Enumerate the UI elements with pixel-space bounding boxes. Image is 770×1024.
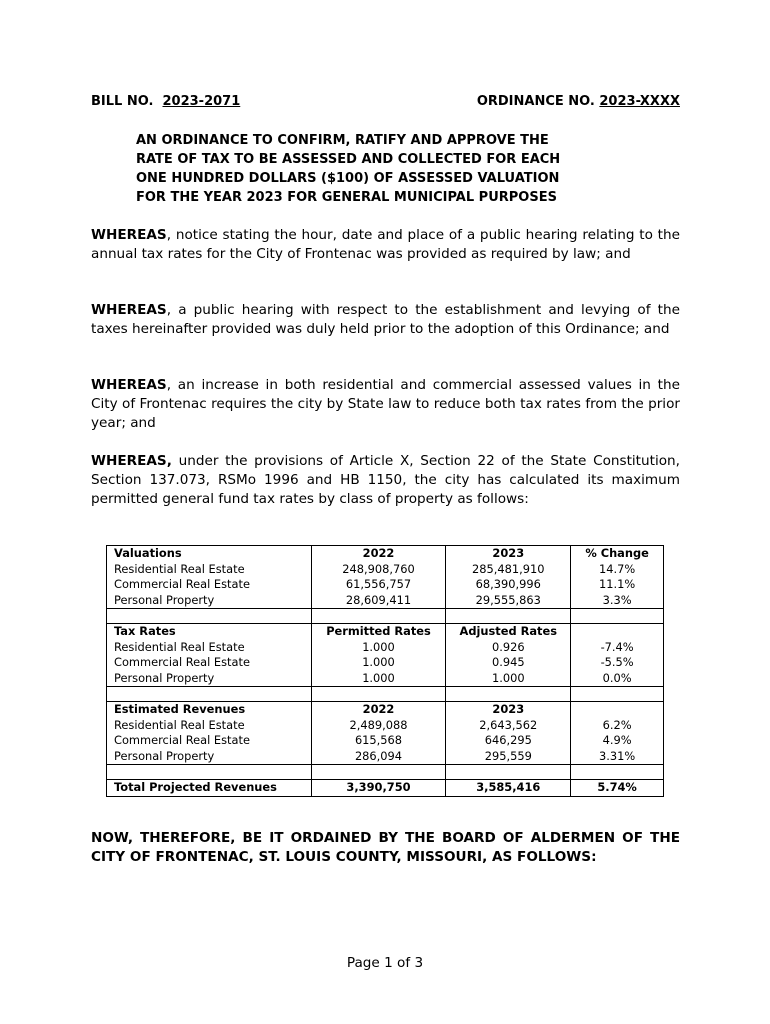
table-cell: 3.3% <box>571 593 664 609</box>
table-header-row <box>107 702 664 718</box>
table-spacer-row <box>107 687 664 702</box>
table-spacer-row <box>107 765 664 780</box>
table-cell: 2023 <box>446 702 571 718</box>
table-header-row <box>107 624 664 640</box>
table-cell: 29,555,863 <box>446 593 571 609</box>
table-cell: Permitted Rates <box>311 624 446 640</box>
table-cell: 14.7% <box>571 562 664 578</box>
table-total-row <box>107 780 664 797</box>
table-row <box>107 718 664 734</box>
table-row <box>107 671 664 687</box>
bill-number-line <box>91 94 240 109</box>
table-cell: 2,489,088 <box>311 718 446 734</box>
whereas-lead: WHEREAS <box>91 227 167 243</box>
table-cell: Residential Real Estate <box>107 718 312 734</box>
table-cell: 3,585,416 <box>446 780 571 797</box>
table-cell: 2022 <box>311 546 446 562</box>
table-cell: 3.31% <box>571 749 664 765</box>
table-cell: 295,559 <box>446 749 571 765</box>
table-cell: 615,568 <box>311 733 446 749</box>
table-cell: 61,556,757 <box>311 577 446 593</box>
table-cell: 1.000 <box>311 671 446 687</box>
table-row <box>107 733 664 749</box>
ordinance-number: 2023-XXXX <box>599 94 680 109</box>
page-number: Page 1 of 3 <box>346 955 424 971</box>
table-cell: % Change <box>571 546 664 562</box>
table-cell: 285,481,910 <box>446 562 571 578</box>
table-cell: 2,643,562 <box>446 718 571 734</box>
table-cell: Total Projected Revenues <box>107 780 312 797</box>
table-cell: Residential Real Estate <box>107 640 312 656</box>
bill-number: 2023-2071 <box>162 94 241 109</box>
table-row <box>107 562 664 578</box>
table-cell: 2023 <box>446 546 571 562</box>
table-cell: Commercial Real Estate <box>107 577 312 593</box>
table-cell: 1.000 <box>446 671 571 687</box>
table-header-row <box>107 546 664 562</box>
table-row <box>107 577 664 593</box>
title-line: FOR THE YEAR 2023 FOR GENERAL MUNICIPAL PURPOSES <box>136 190 557 205</box>
whereas-text: under the provisions of Article X, Section 22 of the State Constitution, Section 137.073, RSMo 1996 and HB 1150, the city has calculated its maximum permitted general fund tax rates by class of property as follows: <box>91 453 680 507</box>
table-cell <box>571 624 664 640</box>
table-row <box>107 655 664 671</box>
table-row <box>107 749 664 765</box>
title-line: AN ORDINANCE TO CONFIRM, RATIFY AND APPROVE THE <box>136 133 549 148</box>
ordinance-label: ORDINANCE NO. <box>476 94 595 109</box>
whereas-lead: WHEREAS, <box>91 453 172 469</box>
bill-header <box>91 94 680 114</box>
ordinance-title <box>136 131 636 207</box>
table-cell: 1.000 <box>311 655 446 671</box>
table-cell: 0.945 <box>446 655 571 671</box>
table-cell: 6.2% <box>571 718 664 734</box>
whereas-paragraph <box>91 301 680 339</box>
table-cell: 5.74% <box>571 780 664 797</box>
table-spacer-row <box>107 609 664 624</box>
whereas-lead: WHEREAS <box>91 302 167 318</box>
table-cell: Tax Rates <box>107 624 312 640</box>
ordinance-number-line <box>477 94 680 109</box>
tax-rate-table <box>106 545 664 797</box>
table-cell: -7.4% <box>571 640 664 656</box>
table-cell: 28,609,411 <box>311 593 446 609</box>
whereas-paragraph <box>91 452 680 509</box>
table-cell: 68,390,996 <box>446 577 571 593</box>
whereas-paragraph <box>91 376 680 433</box>
table-cell: 4.9% <box>571 733 664 749</box>
whereas-lead: WHEREAS <box>91 377 167 393</box>
bill-label: BILL NO. <box>91 94 154 109</box>
table-cell: Personal Property <box>107 593 312 609</box>
table-cell: 0.926 <box>446 640 571 656</box>
table-row <box>107 593 664 609</box>
table-cell: 286,094 <box>311 749 446 765</box>
table-cell: Personal Property <box>107 749 312 765</box>
table-cell: Commercial Real Estate <box>107 655 312 671</box>
table-cell: 646,295 <box>446 733 571 749</box>
table-cell: 3,390,750 <box>311 780 446 797</box>
now-therefore-clause: NOW, THEREFORE, BE IT ORDAINED BY THE BOARD OF ALDERMEN OF THE CITY OF FRONTENAC, ST. LOUIS COUNTY, MISSOURI, AS FOLLOWS: <box>91 830 680 865</box>
table-cell: Residential Real Estate <box>107 562 312 578</box>
whereas-text: , a public hearing with respect to the establishment and levying of the taxes hereinafter provided was duly held prior to the adoption of this Ordinance; and <box>91 302 680 337</box>
table-cell: Estimated Revenues <box>107 702 312 718</box>
table-cell: Commercial Real Estate <box>107 733 312 749</box>
whereas-text: , an increase in both residential and commercial assessed values in the City of Frontenac requires the city by State law to reduce both tax rates from the prior year; and <box>91 377 680 431</box>
table-cell <box>571 702 664 718</box>
table-row <box>107 640 664 656</box>
table-cell: Personal Property <box>107 671 312 687</box>
table-cell: Valuations <box>107 546 312 562</box>
table-cell: 2022 <box>311 702 446 718</box>
whereas-paragraph <box>91 226 680 264</box>
whereas-text: , notice stating the hour, date and place of a public hearing relating to the annual tax rates for the City of Frontenac was provided as required by law; and <box>91 227 680 262</box>
table-cell: 11.1% <box>571 577 664 593</box>
table-cell: -5.5% <box>571 655 664 671</box>
table-cell: 248,908,760 <box>311 562 446 578</box>
title-line: ONE HUNDRED DOLLARS ($100) OF ASSESSED VALUATION <box>136 171 560 186</box>
table-cell: 0.0% <box>571 671 664 687</box>
table-cell: Adjusted Rates <box>446 624 571 640</box>
table-cell: 1.000 <box>311 640 446 656</box>
title-line: RATE OF TAX TO BE ASSESSED AND COLLECTED FOR EACH <box>136 152 561 167</box>
